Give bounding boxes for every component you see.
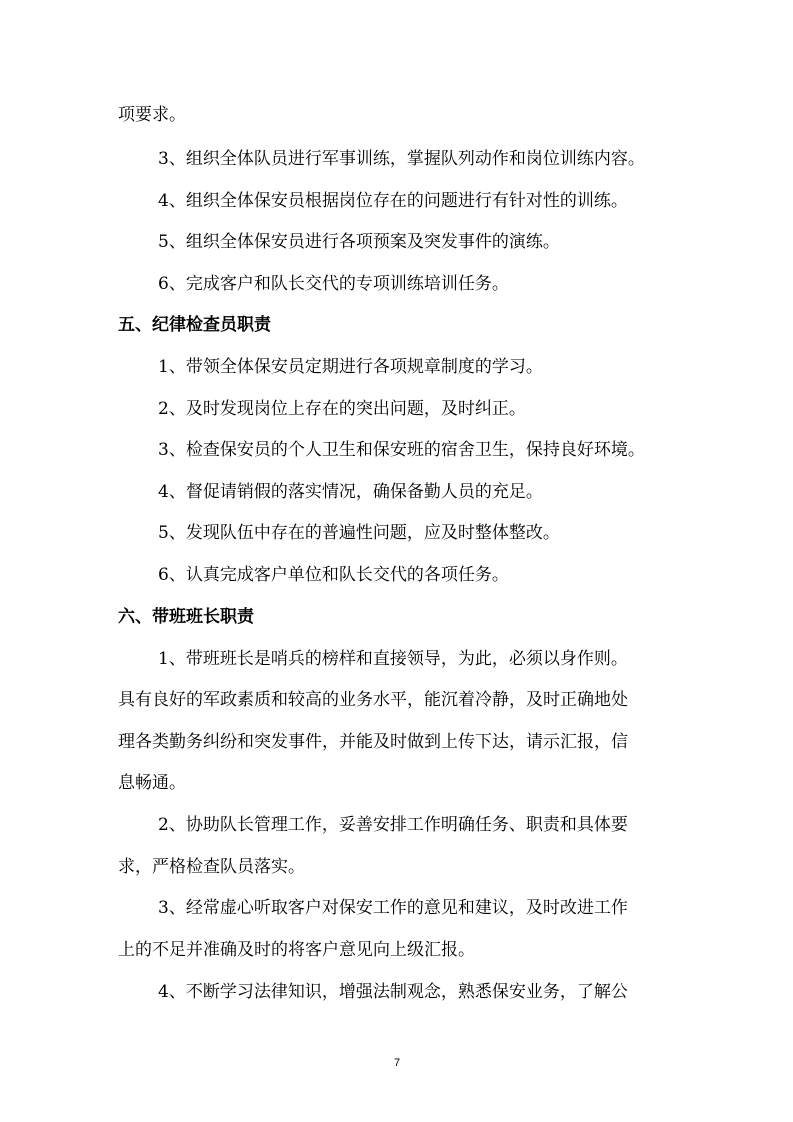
training-item-6: 6、完成客户和队长交代的专项训练培训任务。 (158, 274, 509, 294)
page-number: 7 (393, 1057, 401, 1069)
discipline-item-3: 3、检查保安员的个人卫生和保安班的宿舍卫生，保持良好环境。 (158, 440, 645, 460)
training-item-3: 3、组织全体队员进行军事训练，掌握队列动作和岗位训练内容。 (158, 149, 645, 169)
shift-leader-item-1-line-1: 1、带班班长是哨兵的榜样和直接领导，为此，必须以身作则。 (158, 649, 628, 669)
continuation-text: 项要求。 (118, 105, 186, 125)
shift-leader-item-2-line-2: 求，严格检查队员落实。 (118, 857, 305, 877)
section-heading-shift-leader: 六、带班班长职责 (118, 607, 254, 627)
discipline-item-1: 1、带领全体保安员定期进行各项规章制度的学习。 (158, 357, 543, 377)
shift-leader-item-1-line-2: 具有良好的军政素质和较高的业务水平，能沉着冷静，及时正确地处 (118, 690, 628, 710)
discipline-item-6: 6、认真完成客户单位和队长交代的各项任务。 (158, 565, 509, 585)
shift-leader-item-1-line-3: 理各类勤务纠纷和突发事件，并能及时做到上传下达，请示汇报，信 (118, 732, 628, 752)
training-item-4: 4、组织全体保安员根据岗位存在的问题进行有针对性的训练。 (158, 191, 628, 211)
shift-leader-item-4-line-1: 4、不断学习法律知识，增强法制观念，熟悉保安业务，了解公 (158, 982, 628, 1002)
shift-leader-item-2-line-1: 2、协助队长管理工作，妥善安排工作明确任务、职责和具体要 (158, 815, 628, 835)
shift-leader-item-1-line-4: 息畅通。 (118, 773, 186, 793)
shift-leader-item-3-line-2: 上的不足并准确及时的将客户意见向上级汇报。 (118, 940, 475, 960)
section-heading-discipline: 五、纪律检查员职责 (118, 315, 271, 335)
discipline-item-2: 2、及时发现岗位上存在的突出问题，及时纠正。 (158, 399, 526, 419)
discipline-item-5: 5、发现队伍中存在的普遍性问题，应及时整体整改。 (158, 523, 560, 543)
discipline-item-4: 4、督促请销假的落实情况，确保备勤人员的充足。 (158, 482, 543, 502)
training-item-5: 5、组织全体保安员进行各项预案及突发事件的演练。 (158, 232, 560, 252)
shift-leader-item-3-line-1: 3、经常虚心听取客户对保安工作的意见和建议，及时改进工作 (158, 898, 628, 918)
